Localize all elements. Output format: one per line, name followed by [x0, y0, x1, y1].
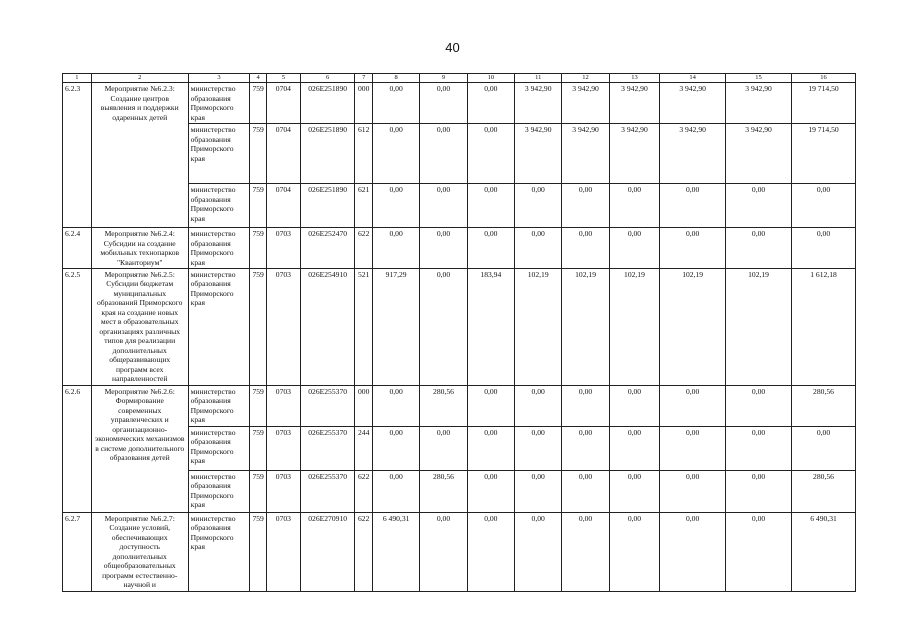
header-cell: 8 [372, 74, 419, 83]
value-cell: 0,00 [467, 470, 514, 512]
value-cell: 19 714,50 [792, 83, 856, 124]
value-cell: 026E251890 [300, 83, 355, 124]
value-cell: 0,00 [467, 83, 514, 124]
value-cell: 0,00 [420, 184, 467, 228]
value-cell: 0,00 [515, 228, 562, 269]
value-cell: 280,56 [792, 470, 856, 512]
value-cell: 0,00 [515, 426, 562, 470]
executor-cell: министерство образования Приморского края [188, 124, 250, 184]
value-cell: 3 942,90 [726, 124, 792, 184]
value-cell: 759 [250, 385, 266, 426]
measure-name: Мероприятие №6.2.7: Создание условий, обеспечивающих доступность дополнительных общеобразовательных программ естественно-научной и [91, 512, 188, 591]
value-cell: 102,19 [609, 269, 659, 386]
value-cell: 0703 [266, 426, 300, 470]
value-cell: 026E270910 [300, 512, 355, 591]
value-cell: 0,00 [420, 512, 467, 591]
header-cell: 2 [91, 74, 188, 83]
measure-name: Мероприятие №6.2.6: Формирование современных управленческих и организационно-экономических механизмов в системе дополнительного образования детей [91, 385, 188, 512]
executor-cell: министерство образования Приморского края [188, 426, 250, 470]
value-cell: 0,00 [660, 470, 726, 512]
measure-name: Мероприятие №6.2.4: Субсидии на создание мобильных технопарков "Кванториум" [91, 228, 188, 269]
value-cell: 0,00 [609, 184, 659, 228]
value-cell: 0,00 [467, 228, 514, 269]
value-cell: 0,00 [660, 426, 726, 470]
page-number: 40 [445, 40, 460, 55]
value-cell: 280,56 [420, 385, 467, 426]
value-cell: 280,56 [420, 470, 467, 512]
value-cell: 0,00 [467, 512, 514, 591]
value-cell: 0,00 [660, 228, 726, 269]
value-cell: 0,00 [515, 470, 562, 512]
value-cell: 026E251890 [300, 184, 355, 228]
value-cell: 0703 [266, 512, 300, 591]
value-cell: 0,00 [515, 385, 562, 426]
value-cell: 0,00 [420, 228, 467, 269]
value-cell: 244 [355, 426, 373, 470]
header-row [63, 74, 856, 83]
value-cell: 1 612,18 [792, 269, 856, 386]
value-cell: 0,00 [609, 512, 659, 591]
value-cell: 0,00 [562, 512, 609, 591]
header-cell: 16 [792, 74, 856, 83]
header-cell: 3 [188, 74, 250, 83]
value-cell: 3 942,90 [660, 83, 726, 124]
value-cell: 026E254910 [300, 269, 355, 386]
header-cell: 11 [515, 74, 562, 83]
value-cell: 0,00 [792, 184, 856, 228]
value-cell: 521 [355, 269, 373, 386]
value-cell: 026E255370 [300, 385, 355, 426]
value-cell: 0703 [266, 385, 300, 426]
value-cell: 0,00 [515, 512, 562, 591]
value-cell: 759 [250, 83, 266, 124]
value-cell: 0,00 [562, 385, 609, 426]
value-cell: 0,00 [609, 385, 659, 426]
value-cell: 0,00 [562, 228, 609, 269]
header-cell: 9 [420, 74, 467, 83]
measure-name: Мероприятие №6.2.3: Создание центров выявления и поддержки одаренных детей [91, 83, 188, 228]
executor-cell: министерство образования Приморского края [188, 470, 250, 512]
value-cell: 0,00 [372, 470, 419, 512]
value-cell: 622 [355, 470, 373, 512]
value-cell: 0,00 [420, 83, 467, 124]
value-cell: 0703 [266, 470, 300, 512]
executor-cell: министерство образования Приморского края [188, 512, 250, 591]
executor-cell: министерство образования Приморского края [188, 83, 250, 124]
value-cell: 759 [250, 269, 266, 386]
value-cell: 0,00 [515, 184, 562, 228]
value-cell: 102,19 [726, 269, 792, 386]
value-cell: 0,00 [726, 184, 792, 228]
value-cell: 0,00 [660, 184, 726, 228]
value-cell: 3 942,90 [609, 83, 659, 124]
value-cell: 759 [250, 512, 266, 591]
executor-cell: министерство образования Приморского края [188, 228, 250, 269]
value-cell: 0,00 [726, 512, 792, 591]
executor-cell: министерство образования Приморского края [188, 385, 250, 426]
value-cell: 0,00 [420, 269, 467, 386]
value-cell: 0,00 [562, 426, 609, 470]
header-cell: 10 [467, 74, 514, 83]
value-cell: 0703 [266, 269, 300, 386]
measure-number: 6.2.4 [63, 228, 92, 269]
value-cell: 0,00 [660, 512, 726, 591]
value-cell: 0,00 [467, 124, 514, 184]
table-row [63, 512, 856, 591]
value-cell: 759 [250, 470, 266, 512]
value-cell: 026E255370 [300, 470, 355, 512]
value-cell: 0,00 [372, 426, 419, 470]
measure-number: 6.2.6 [63, 385, 92, 512]
measure-name: Мероприятие №6.2.5: Субсидии бюджетам муниципальных образований Приморского края на создание новых мест в образовательных организациях различных типов для реализации дополнительных общеразвивающих программ всех направленностей [91, 269, 188, 386]
value-cell: 621 [355, 184, 373, 228]
table-row [63, 385, 856, 426]
value-cell: 280,56 [792, 385, 856, 426]
value-cell: 3 942,90 [562, 83, 609, 124]
value-cell: 0704 [266, 184, 300, 228]
table-row [63, 228, 856, 269]
measure-number: 6.2.7 [63, 512, 92, 591]
value-cell: 0,00 [420, 124, 467, 184]
value-cell: 026E255370 [300, 426, 355, 470]
header-cell: 13 [609, 74, 659, 83]
value-cell: 759 [250, 124, 266, 184]
header-cell: 15 [726, 74, 792, 83]
header-cell: 12 [562, 74, 609, 83]
executor-cell: министерство образования Приморского края [188, 269, 250, 386]
value-cell: 0,00 [609, 426, 659, 470]
value-cell: 102,19 [515, 269, 562, 386]
value-cell: 0704 [266, 124, 300, 184]
measure-number: 6.2.5 [63, 269, 92, 386]
header-cell: 6 [300, 74, 355, 83]
value-cell: 759 [250, 228, 266, 269]
header-cell: 4 [250, 74, 266, 83]
value-cell: 19 714,50 [792, 124, 856, 184]
value-cell: 0,00 [372, 83, 419, 124]
value-cell: 759 [250, 184, 266, 228]
value-cell: 3 942,90 [660, 124, 726, 184]
value-cell: 622 [355, 512, 373, 591]
value-cell: 0,00 [792, 426, 856, 470]
value-cell: 0,00 [372, 124, 419, 184]
header-cell: 7 [355, 74, 373, 83]
value-cell: 0,00 [562, 470, 609, 512]
value-cell: 3 942,90 [562, 124, 609, 184]
value-cell: 000 [355, 385, 373, 426]
value-cell: 0,00 [660, 385, 726, 426]
value-cell: 3 942,90 [726, 83, 792, 124]
value-cell: 0,00 [609, 470, 659, 512]
value-cell: 183,94 [467, 269, 514, 386]
header-cell: 1 [63, 74, 92, 83]
budget-table [62, 73, 856, 592]
value-cell: 000 [355, 83, 373, 124]
value-cell: 0,00 [562, 184, 609, 228]
value-cell: 0,00 [420, 426, 467, 470]
value-cell: 3 942,90 [515, 83, 562, 124]
value-cell: 612 [355, 124, 373, 184]
executor-cell: министерство образования Приморского края [188, 184, 250, 228]
value-cell: 0,00 [467, 184, 514, 228]
value-cell: 0,00 [467, 426, 514, 470]
value-cell: 3 942,90 [515, 124, 562, 184]
table-row [63, 83, 856, 124]
value-cell: 0,00 [372, 184, 419, 228]
value-cell: 0,00 [726, 385, 792, 426]
value-cell: 0,00 [372, 228, 419, 269]
value-cell: 917,29 [372, 269, 419, 386]
value-cell: 026E252470 [300, 228, 355, 269]
value-cell: 0,00 [372, 385, 419, 426]
value-cell: 6 490,31 [792, 512, 856, 591]
value-cell: 102,19 [660, 269, 726, 386]
value-cell: 6 490,31 [372, 512, 419, 591]
value-cell: 0,00 [609, 228, 659, 269]
value-cell: 759 [250, 426, 266, 470]
value-cell: 0,00 [792, 228, 856, 269]
value-cell: 0,00 [726, 470, 792, 512]
value-cell: 0,00 [467, 385, 514, 426]
value-cell: 0704 [266, 83, 300, 124]
value-cell: 026E251890 [300, 124, 355, 184]
measure-number: 6.2.3 [63, 83, 92, 228]
value-cell: 102,19 [562, 269, 609, 386]
value-cell: 0,00 [726, 228, 792, 269]
value-cell: 0,00 [726, 426, 792, 470]
value-cell: 622 [355, 228, 373, 269]
value-cell: 3 942,90 [609, 124, 659, 184]
header-cell: 5 [266, 74, 300, 83]
value-cell: 0703 [266, 228, 300, 269]
header-cell: 14 [660, 74, 726, 83]
table-row [63, 269, 856, 386]
